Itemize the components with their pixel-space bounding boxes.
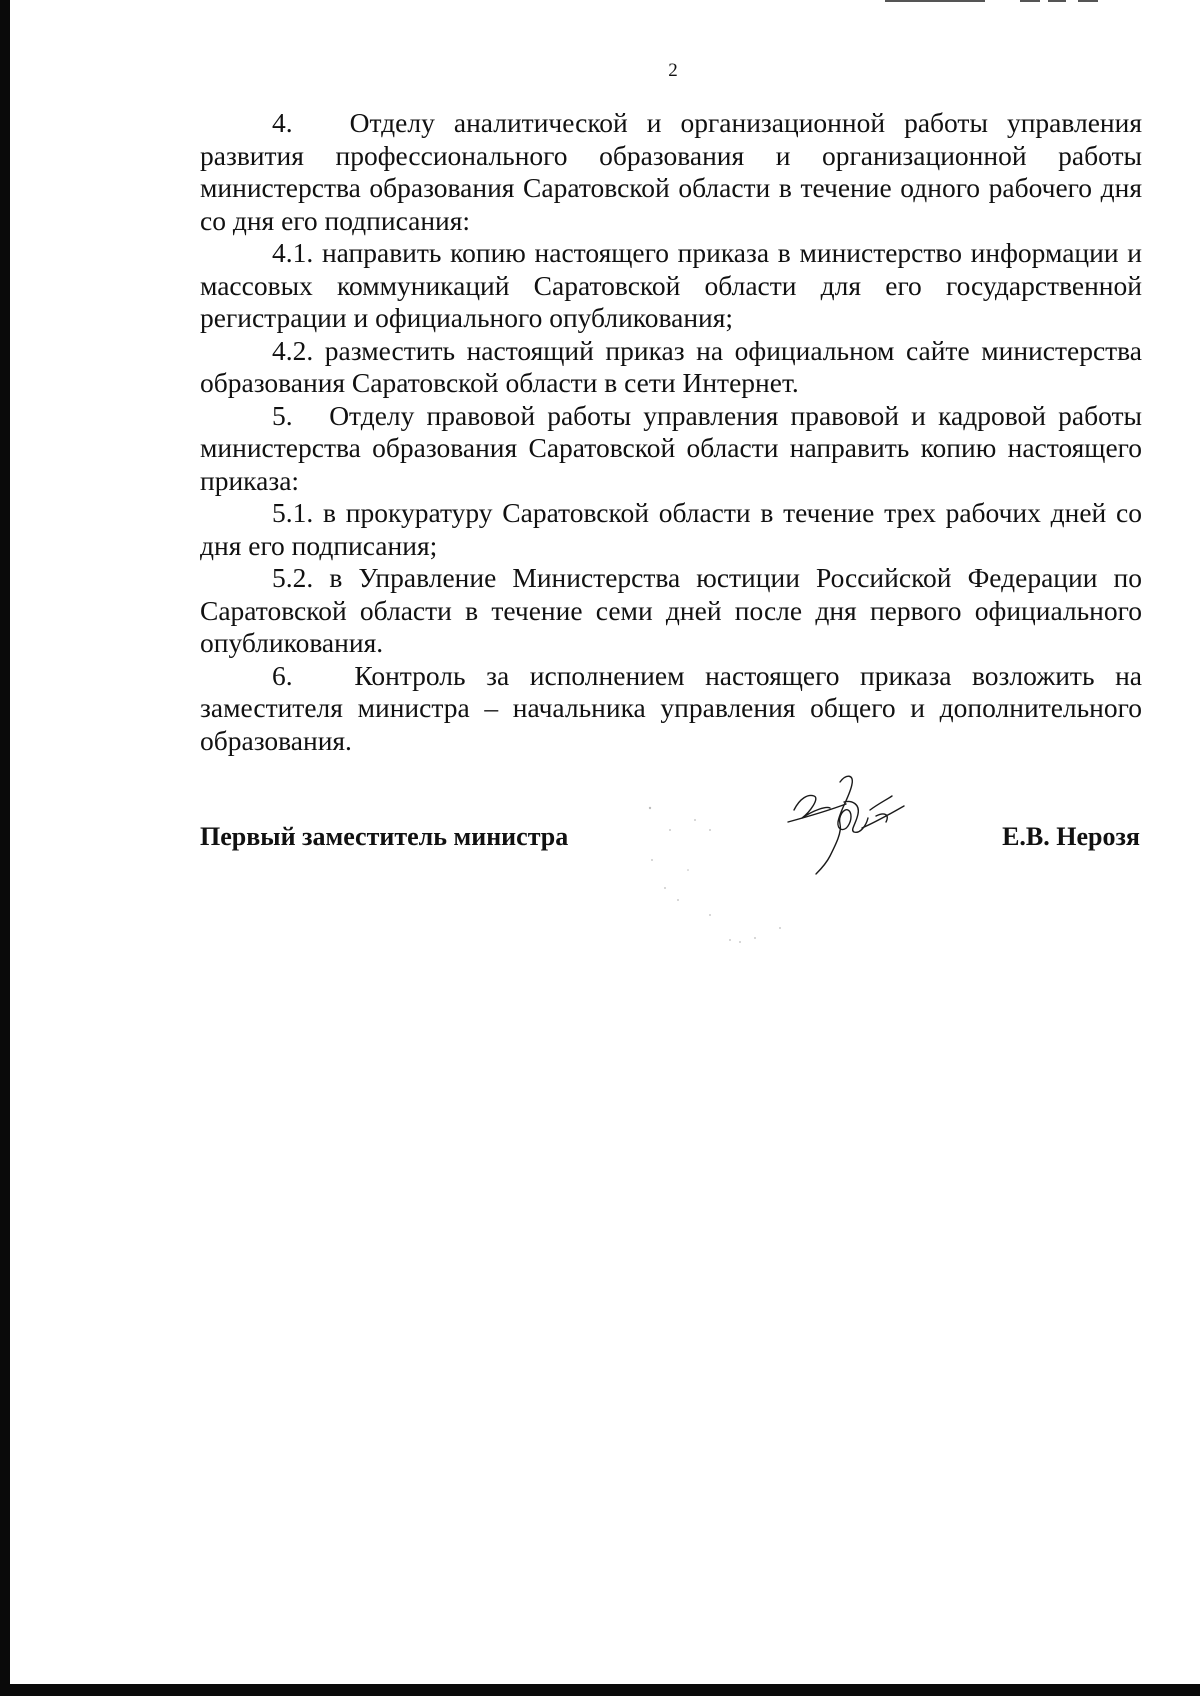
- paragraph-4: 4. Отделу аналитической и организационной работы управления развития профессионального образования и организационной работы министерства образования Саратовской области в течение одного рабочего дня со дня его подписания:: [200, 107, 1142, 236]
- scan-left-edge: [0, 0, 10, 1696]
- scan-top-mark: [1048, 0, 1066, 2]
- signatory-title: Первый заместитель министра: [200, 822, 569, 851]
- document-body: [200, 107, 1142, 757]
- paragraph-6: 6. Контроль за исполнением настоящего приказа возложить на заместителя министра – начальника управления общего и дополнительного образования.: [200, 659, 1142, 756]
- scan-top-mark: [885, 0, 985, 2]
- signatory-name: Е.В. Нерозя: [1002, 822, 1140, 851]
- paragraph-5: 5. Отделу правовой работы управления правовой и кадровой работы министерства образования Саратовской области направить копию настоящего приказа:: [200, 399, 1142, 496]
- paragraph-4-1: 4.1. направить копию настоящего приказа в министерство информации и массовых коммуникаций Саратовской области для его государственной регистрации и официального опубликования;: [200, 237, 1142, 333]
- scan-bottom-edge: [0, 1684, 1200, 1696]
- page-number: 2: [668, 60, 678, 81]
- scan-top-mark: [1020, 0, 1040, 2]
- signature-block: [200, 822, 1140, 862]
- paragraph-5-2: 5.2. в Управление Министерства юстиции Российской Федерации по Саратовской области в течение семи дней после дня первого официального опубликования.: [200, 562, 1142, 658]
- scan-top-mark: [1078, 0, 1098, 2]
- paragraph-4-2: 4.2. разместить настоящий приказ на официальном сайте министерства образования Саратовской области в сети Интернет.: [200, 334, 1142, 398]
- paragraph-5-1: 5.1. в прокуратуру Саратовской области в течение трех рабочих дней со дня его подписания;: [200, 497, 1142, 561]
